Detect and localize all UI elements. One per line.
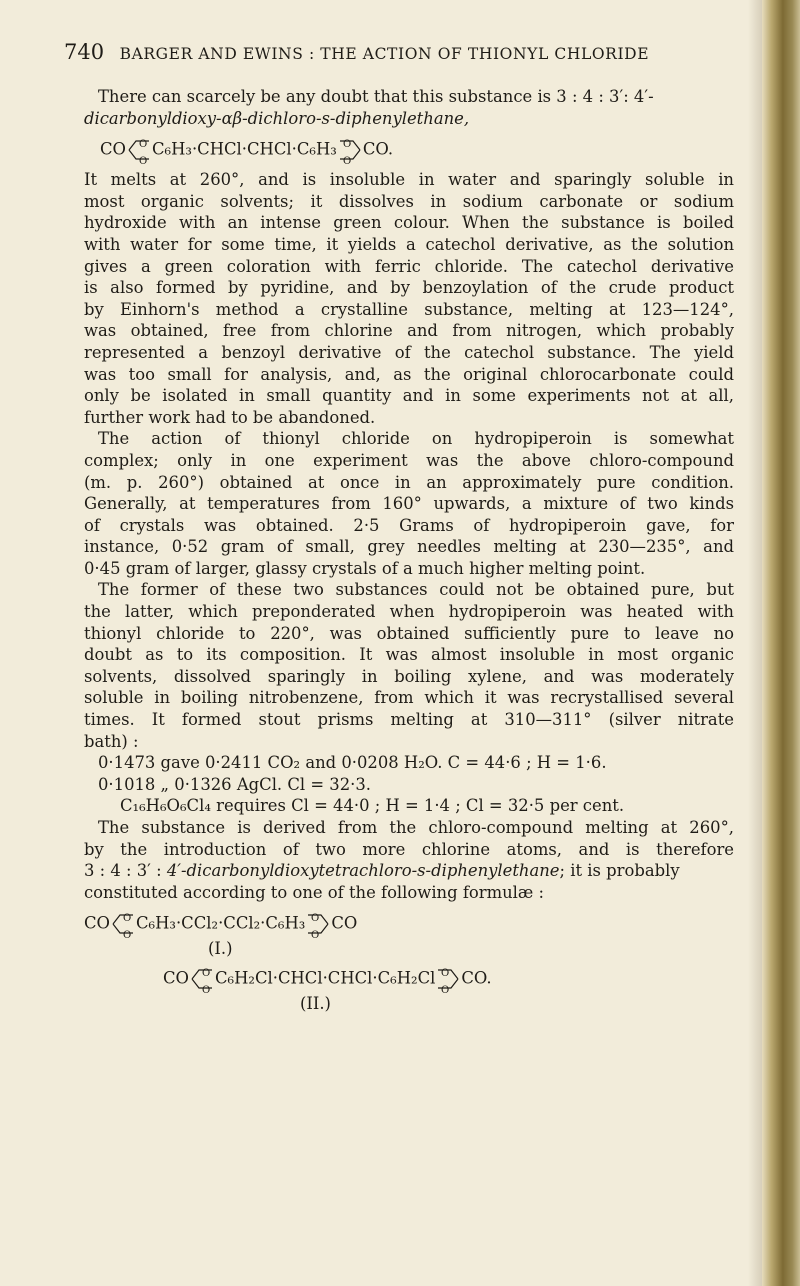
formula-I	[84, 909, 734, 939]
formula3-left: CO	[163, 968, 189, 988]
dioxy-ring-bracket-icon	[306, 909, 330, 939]
running-title: BARGER AND EWINS : THE ACTION OF THIONYL CHLORIDE	[119, 45, 650, 63]
ring-bottom-o: O	[138, 156, 148, 166]
para2-line: It melts at 260°, and is insoluble in water and sparingly soluble in	[84, 170, 734, 190]
analysis-row: 0·1473 gave 0·2411 CO₂ and 0·0208 H₂O. C = 44·6 ; H = 1·6.	[98, 753, 607, 773]
formula-dichloro	[84, 135, 734, 165]
para4-line: thionyl chloride to 220°, was obtained sufficiently pure to leave no	[84, 623, 734, 643]
para4-line: the latter, which preponderated when hydropiperoin was heated with	[84, 602, 734, 622]
compound-name: dicarbonyldioxy-αβ-dichloro-s-diphenylethane,	[84, 108, 470, 128]
formula2-left: CO	[84, 913, 110, 933]
running-header	[64, 40, 732, 64]
formula-label-I: (I.)	[208, 939, 233, 959]
para4-line: bath) :	[84, 731, 139, 751]
ring-top-o: O	[138, 139, 148, 151]
dioxy-ring-bracket-icon	[436, 964, 460, 994]
page-number: 740	[64, 40, 105, 64]
formula-label-II: (II.)	[300, 993, 331, 1013]
para3-line: complex; only in one experiment was the above chloro-compound	[84, 450, 734, 470]
svg-text:O: O	[441, 984, 450, 994]
para3-line: The action of thionyl chloride on hydropiperoin is somewhat	[98, 429, 734, 449]
para2-line: is also formed by pyridine, and by benzoylation of the crude product	[84, 278, 734, 298]
dioxy-ring-bracket-icon	[338, 135, 362, 165]
para2-line: most organic solvents; it dissolves in sodium carbonate or sodium	[84, 191, 734, 211]
formula1-left: CO	[100, 139, 126, 159]
formula2-right: CO	[331, 913, 358, 933]
svg-text:O: O	[342, 139, 352, 151]
para3-line: instance, 0·52 gram of small, grey needles melting at 230—235°, and	[84, 537, 734, 557]
formula2-mid: C₆H₃·CCl₂·CCl₂·C₆H₃	[135, 913, 306, 933]
para2-line: hydroxide with an intense green colour. When the substance is boiled	[84, 213, 734, 233]
para2-line: only be isolated in small quantity and in some experiments not at all,	[84, 386, 734, 406]
formula3-mid: C₆H₂Cl·CHCl·CHCl·C₆H₂Cl	[214, 968, 436, 988]
para4-line: solvents, dissolved sparingly in boiling xylene, and was moderately	[84, 666, 734, 686]
dioxy-ring-bracket-icon	[111, 909, 135, 939]
formula-II	[84, 964, 734, 994]
para5-l3-post: ; it is probably	[559, 861, 680, 881]
para4-line: times. It formed stout prisms melting at 310—311° (silver nitrate	[84, 710, 734, 730]
formula1-right: CO.	[362, 139, 394, 159]
para3-line: of crystals was obtained. 2·5 Grams of hydropiperoin gave, for	[84, 515, 734, 535]
para5-line: The substance is derived from the chloro-compound melting at 260°,	[98, 818, 734, 837]
para3-line: (m. p. 260°) obtained at once in an approximately pure condition.	[84, 472, 734, 492]
para4-line: The former of these two substances could not be obtained pure, but	[98, 580, 734, 600]
para2-line: by Einhorn's method a crystalline substance, melting at 123—124°,	[84, 299, 734, 319]
svg-text:O: O	[342, 156, 352, 166]
svg-text:O: O	[201, 967, 211, 979]
para2-line: was too small for analysis, and, as the original chlorocarbonate could	[84, 364, 734, 384]
para3-line: Generally, at temperatures from 160° upwards, a mixture of two kinds	[84, 494, 734, 514]
svg-text:O: O	[441, 967, 450, 979]
para2-line: was obtained, free from chlorine and from nitrogen, which probably	[84, 321, 734, 341]
formula1-mid: C₆H₃·CHCl·CHCl·C₆H₃	[151, 139, 337, 159]
svg-text:O: O	[122, 913, 132, 925]
svg-text:O: O	[201, 984, 211, 994]
svg-text:O: O	[311, 913, 320, 925]
para2-line: represented a benzoyl derivative of the catechol substance. The yield	[84, 342, 734, 362]
para4-line: soluble in boiling nitrobenzene, from which it was recrystallised several	[84, 688, 734, 708]
para3-line: 0·45 gram of larger, glassy crystals of a much higher melting point.	[84, 558, 646, 578]
formula3-right: CO.	[461, 968, 492, 988]
para2-line: with water for some time, it yields a catechol derivative, as the solution	[84, 234, 734, 254]
page-edge	[762, 0, 800, 1286]
binding-shadow	[748, 0, 762, 1286]
para4-line: doubt as to its composition. It was almost insoluble in most organic	[84, 645, 734, 665]
para1-line1: There can scarcely be any doubt that this substance is 3 : 4 : 3′: 4′-	[98, 87, 654, 106]
para2-line: gives a green coloration with ferric chloride. The catechol derivative	[84, 256, 734, 276]
svg-text:O: O	[311, 930, 320, 940]
article-body	[84, 86, 734, 1015]
compound-name-tetrachloro: 4′-dicarbonyldioxytetrachloro-s-diphenylethane	[166, 861, 560, 881]
para5-line3	[84, 860, 734, 882]
svg-text:O: O	[122, 930, 132, 940]
analysis-row: 0·1018 „ 0·1326 AgCl. Cl = 32·3.	[98, 774, 371, 794]
para5-line: constituted according to one of the following formulæ :	[84, 882, 545, 902]
para5-line: by the introduction of two more chlorine atoms, and is therefore	[84, 839, 734, 859]
para5-l3-pre: 3 : 4 : 3′ :	[84, 861, 167, 881]
analysis-requires: C₁₆H₆O₆Cl₄ requires Cl = 44·0 ; H = 1·4 ; Cl = 32·5 per cent.	[120, 796, 625, 816]
para2-line: further work had to be abandoned.	[84, 407, 376, 427]
dioxy-ring-bracket-icon	[190, 964, 214, 994]
dioxy-ring-bracket-icon	[127, 135, 151, 165]
